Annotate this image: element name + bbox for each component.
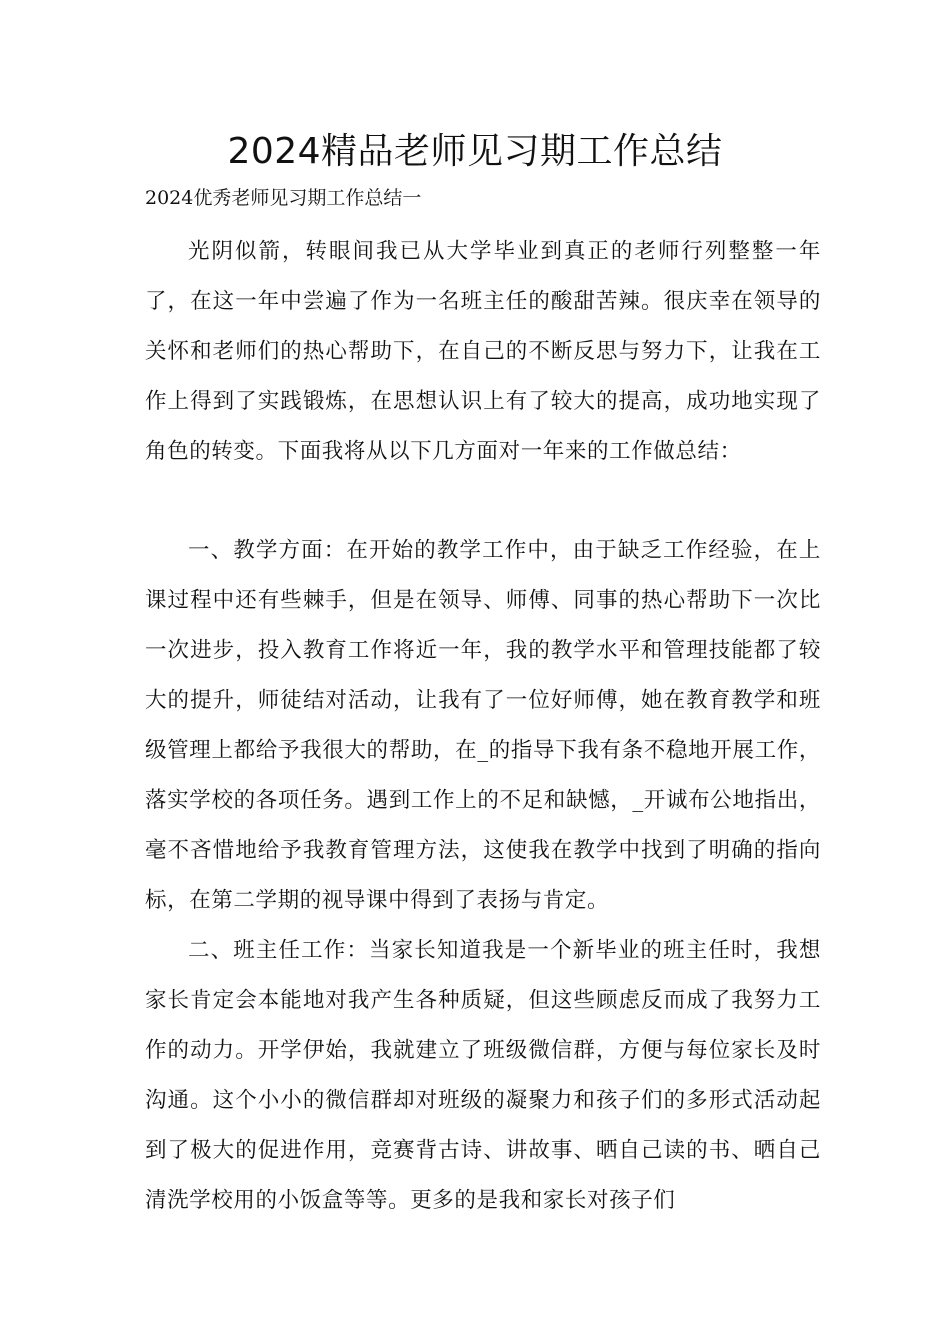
paragraph-teaching: 一、教学方面：在开始的教学工作中，由于缺乏工作经验，在上课过程中还有些棘手，但是在领导、师傅、同事的热心帮助下一次比一次进步，投入教育工作将近一年，我的教学水平和管理技能都了较大的提升，师徒结对活动，让我有了一位好师傅，她在教育教学和班级管理上都给予我很大的帮助，在_的指导下我有条不稳地开展工作，落实学校的各项任务。遇到工作上的不足和缺憾，_开诚布公地指出，毫不吝惜地给予我教育管理方法，这使我在教学中找到了明确的指向标，在第二学期的视导课中得到了表扬与肯定。 (145, 538, 821, 913)
paragraph-intro: 光阴似箭，转眼间我已从大学毕业到真正的老师行列整整一年了，在这一年中尝遍了作为一名班主任的酸甜苦辣。很庆幸在领导的关怀和老师们的热心帮助下，在自己的不断反思与努力下，让我在工作上得到了实践锻炼，在思想认识上有了较大的提高，成功地实现了角色的转变。下面我将从以下几方面对一年来的工作做总结： (145, 239, 821, 464)
document-subtitle: 2024优秀老师见习期工作总结一 (145, 187, 422, 209)
paragraph-class-teacher: 二、班主任工作：当家长知道我是一个新毕业的班主任时，我想家长肯定会本能地对我产生各种质疑，但这些顾虑反而成了我努力工作的动力。开学伊始，我就建立了班级微信群，方便与每位家长及时沟通。这个小小的微信群却对班级的凝聚力和孩子们的多形式活动起到了极大的促进作用，竞赛背古诗、讲故事、晒自己读的书、晒自己清洗学校用的小饭盒等等。更多的是我和家长对孩子们 (145, 938, 821, 1213)
document-title: 2024精品老师见习期工作总结 (227, 131, 723, 172)
